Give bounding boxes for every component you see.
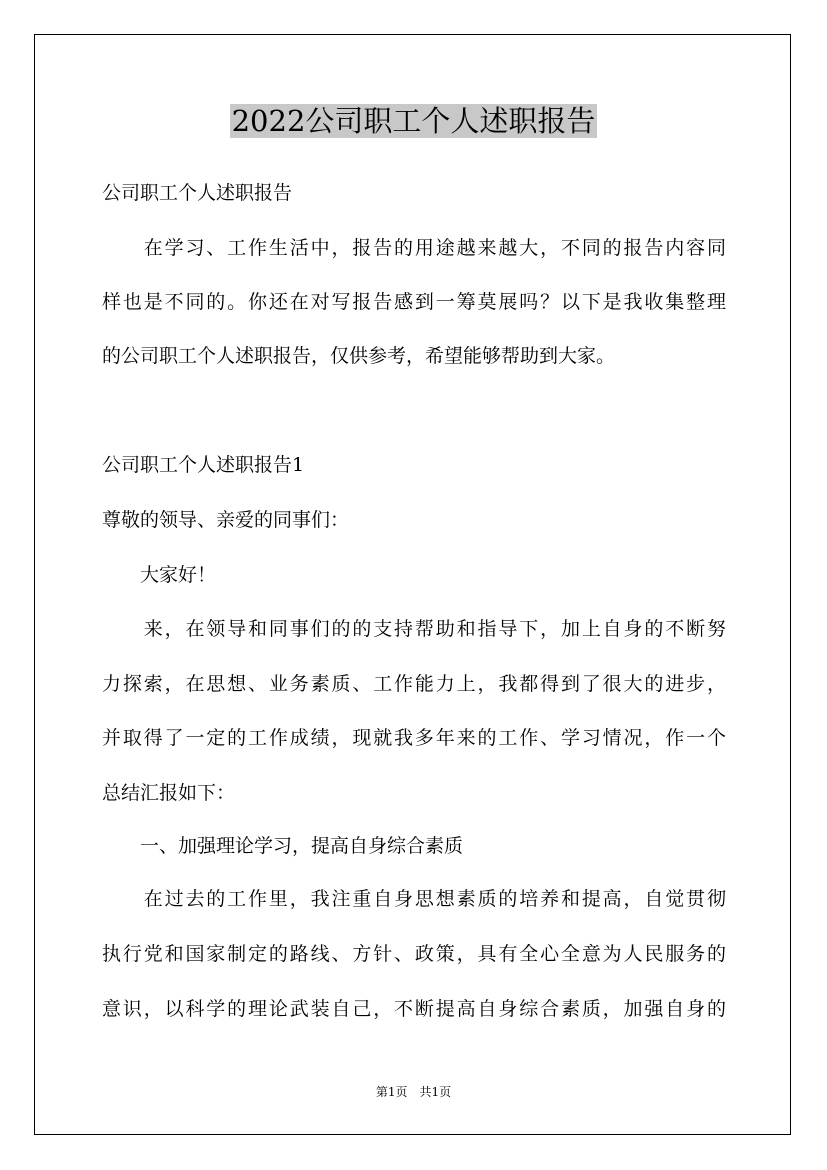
salutation-line: 尊敬的领导、亲爱的同事们： bbox=[102, 509, 350, 531]
paragraph-line: 意识，以科学的理论武装自己，不断提高自身综合素质，加强自身的 bbox=[102, 998, 726, 1020]
page-footer: 第1页 共1页 bbox=[375, 1085, 452, 1099]
paragraph-line: 的公司职工个人述职报告，仅供参考，希望能够帮助到大家。 bbox=[102, 345, 616, 367]
paragraph-line: 执行党和国家制定的路线、方针、政策，具有全心全意为人民服务的 bbox=[102, 943, 726, 965]
document-title bbox=[0, 100, 827, 142]
heading-line: 公司职工个人述职报告 bbox=[102, 182, 293, 204]
paragraph-line: 在过去的工作里，我注重自身思想素质的培养和提高，自觉贯彻 bbox=[102, 888, 726, 910]
paragraph-line: 来，在领导和同事们的的支持帮助和指导下，加上自身的不断努 bbox=[102, 618, 726, 640]
paragraph-line: 并取得了一定的工作成绩，现就我多年来的工作、学习情况，作一个 bbox=[102, 727, 726, 749]
greeting-line: 大家好！ bbox=[102, 564, 217, 586]
paragraph-line: 力探索，在思想、业务素质、工作能力上，我都得到了很大的进步， bbox=[102, 673, 726, 695]
paragraph-line: 总结汇报如下： bbox=[102, 782, 236, 804]
paragraph-line: 在学习、工作生活中，报告的用途越来越大，不同的报告内容同 bbox=[102, 237, 726, 259]
document-title-text: 2022公司职工个人述职报告 bbox=[231, 104, 596, 138]
paragraph-line: 样也是不同的。你还在对写报告感到一筹莫展吗？以下是我收集整理 bbox=[102, 291, 726, 313]
subheading-line: 一、加强理论学习，提高自身综合素质 bbox=[102, 835, 464, 857]
section-heading: 公司职工个人述职报告1 bbox=[102, 454, 305, 476]
